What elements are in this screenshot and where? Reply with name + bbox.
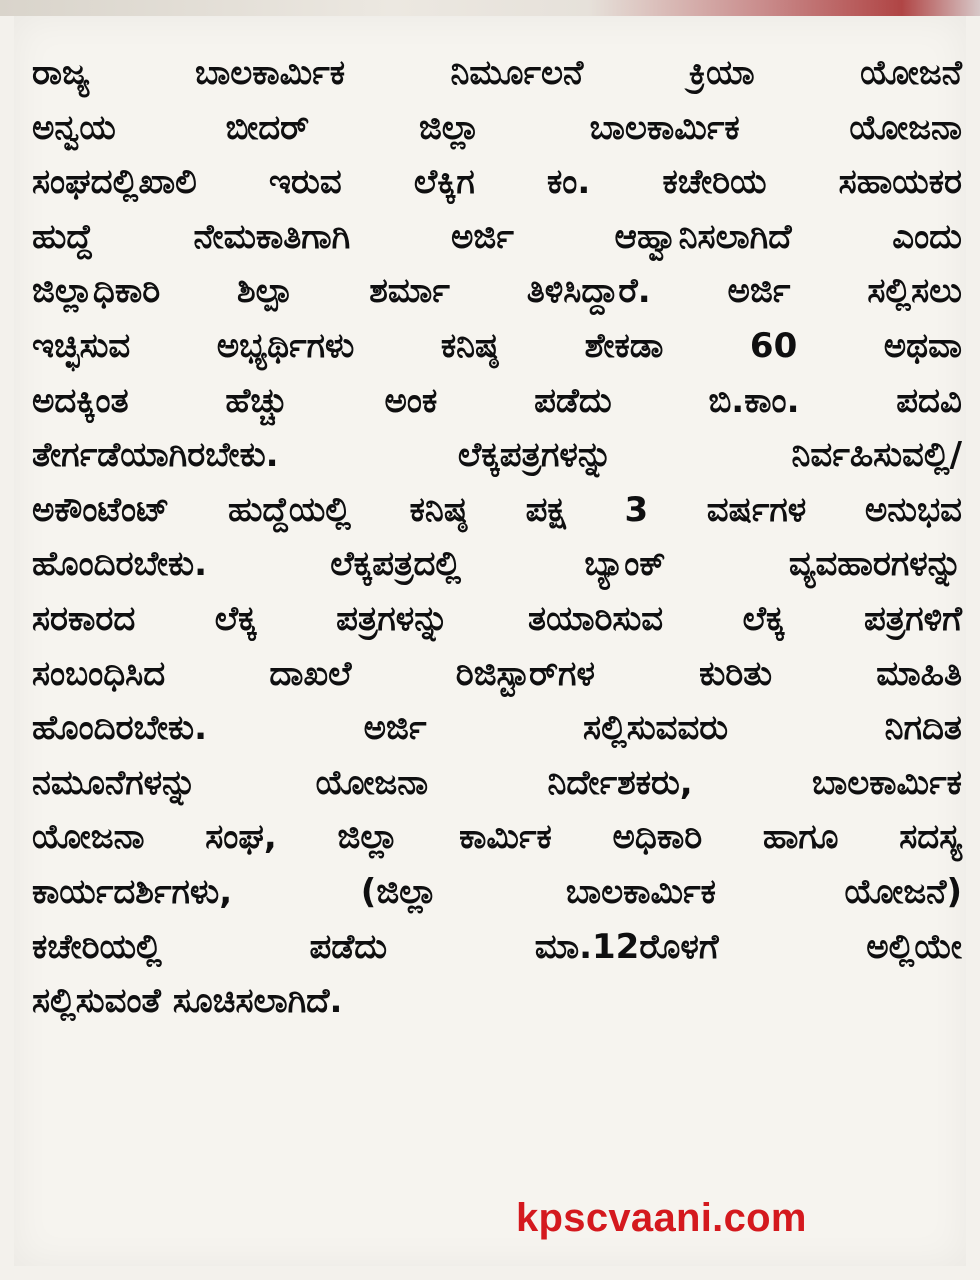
top-image-edge [0,0,980,16]
word: ಕಚೇರಿಯಲ್ಲಿ [32,926,162,967]
text-line [32,155,962,210]
word: ಪಕ್ಷ [525,489,566,530]
word: ಯೋಜನಾ [315,762,429,803]
text-line [32,647,962,702]
word: ತಯಾರಿಸುವ [528,598,664,639]
word: ಮಾಹಿತಿ [876,653,962,694]
text-line [32,101,962,156]
word: ಬ್ಯಾಂಕ್ [584,544,666,585]
word: ಹೊಂದಿರಬೇಕು. [32,708,208,749]
newspaper-clipping [14,16,966,1266]
word: 3 [624,489,649,530]
word: ತೇರ್ಗಡೆಯಾಗಿರಬೇಕು. [32,435,279,476]
word: ಬಾಲಕಾರ್ಮಿಕ [195,53,345,93]
word: ಅರ್ಜಿ [450,216,514,257]
word: ಅನುಭವ [864,489,962,530]
article-body [32,46,962,1029]
word: ಅಥವಾ [883,325,962,366]
word: ಇರುವ [268,162,342,203]
text-line [32,428,962,483]
word: ಲೆಕ್ಕ [214,598,257,639]
word: ಕನಿಷ್ಠ [440,325,499,366]
word: ಅಂಕ [384,380,438,421]
word: ಅಲ್ಲಿಯೇ [866,926,962,967]
word: ರಾಜ್ಯ [32,53,90,93]
text-line [32,920,962,975]
word: ಆಹ್ವಾನಿಸಲಾಗಿದೆ [614,216,792,257]
word: ಕ್ರಿಯಾ [688,53,755,93]
word: (ಜಿಲ್ಲಾ [360,871,438,912]
word: ಸರಕಾರದ [32,598,136,639]
word: ನಿರ್ವಹಿಸುವಲ್ಲಿ/ [791,435,962,476]
word: ಸಲ್ಲಿಸುವಂತೆ [32,981,161,1022]
word: ನಮೂನೆಗಳನ್ನು [32,762,197,803]
word: ಯೋಜನಾ [32,817,145,858]
word: ಬಾಲಕಾರ್ಮಿಕ [565,871,716,912]
text-line [32,592,962,647]
word: ಪತ್ರಗಳಿಗೆ [864,598,962,639]
word: ತಿಳಿಸಿದ್ದಾರೆ. [526,271,651,312]
word: ಕಂ. [546,162,591,203]
word: ಸಂಬಂಧಿಸಿದ [32,653,166,694]
word: ಮಾ.12ರೊಳಗೆ [534,926,719,967]
word: ಸಲ್ಲಿಸುವವರು [583,708,729,749]
word: ಯೋಜನಾ [849,107,962,148]
word: 60 [749,325,798,366]
word: ಹುದ್ದೆಯಲ್ಲಿ [228,489,351,530]
word: ಪತ್ರಗಳನ್ನು [336,598,449,639]
word: ಇಚ್ಛಿಸುವ [32,325,131,366]
word: ಕನಿಷ್ಠ [409,489,467,530]
word: ಶೇಕಡಾ [584,325,664,366]
text-line [32,537,962,592]
word: ಹಾಗೂ [762,817,839,858]
word: ದಾಖಲೆ [269,653,352,694]
word: ಬೀದರ್ [225,107,310,148]
word: ಕಚೇರಿಯ [662,162,767,203]
word: ಸದಸ್ಯ [899,817,962,858]
word: ಬಾಲಕಾರ್ಮಿಕ [811,762,962,803]
word: ಜಿಲ್ಲಾಧಿಕಾರಿ [32,271,161,312]
word: ಲೆಕ್ಕ [742,598,785,639]
text-line [32,483,962,538]
word: ರಿಜಿಸ್ಟಾರ್‌ಗಳ [455,653,595,694]
word: ಪದವಿ [896,380,962,421]
word: ಪಡೆದು [309,926,388,967]
text-line [32,810,962,865]
text-line [32,865,962,920]
word: ಜಿಲ್ಲಾ [337,817,399,858]
word: ಅಕೌಂಟೆಂಟ್ [32,489,170,530]
word: ಅಭ್ಯರ್ಥಿಗಳು [216,325,355,366]
text-line [32,374,962,429]
word: ಹೆಚ್ಚು [225,380,288,421]
text-line [32,210,962,265]
word: ಸಂಘದಲ್ಲಿಖಾಲಿ [32,162,197,203]
word: ವ್ಯವಹಾರಗಳನ್ನು [788,544,962,585]
word: ಕಾರ್ಯದರ್ಶಿಗಳು, [32,871,233,912]
text-line [32,264,962,319]
word: ಶರ್ಮಾ [369,271,450,312]
word: ಅರ್ಜಿ [727,271,791,312]
word: ಕಾರ್ಮಿಕ [459,817,552,858]
word: ಲೆಕ್ಕಪತ್ರಗಳನ್ನು [457,435,613,476]
word: ಬಾಲಕಾರ್ಮಿಕ [589,107,740,148]
word: ಅನ್ವಯ [32,107,116,148]
word: ಕುರಿತು [699,653,773,694]
word: ಸಂಘ, [205,817,277,858]
word: ಲೆಕ್ಕಪತ್ರದಲ್ಲಿ [330,544,462,585]
text-line [32,974,962,1029]
watermark: kpscvaani.com [516,1196,807,1240]
word: ಪಡೆದು [534,380,612,421]
word: ವರ್ಷಗಳ [706,489,807,530]
word: ಹುದ್ದೆ [32,216,93,257]
word: ಅರ್ಜಿ [363,708,427,749]
word: ಜಿಲ್ಲಾ [418,107,480,148]
word: ಎಂದು [892,216,962,257]
word: ಯೋಜನೆ [860,53,962,93]
word: ಅಧಿಕಾರಿ [612,817,703,858]
word: ಅದಕ್ಕಿಂತ [32,380,129,421]
text-line [32,756,962,811]
text-line [32,46,962,101]
word: ಶಿಲ್ಪಾ [237,271,293,312]
word: ಯೋಜನೆ) [844,871,962,912]
text-line [32,701,962,756]
word: ಲೆಕ್ಕಿಗ [413,162,475,203]
word: ಬಿ.ಕಾಂ. [708,380,800,421]
word: ಸಹಾಯಕರ [838,162,962,203]
text-line [32,319,962,374]
word: ನಿರ್ಮೂಲನೆ [450,53,584,93]
word: ನಿರ್ದೇಶಕರು, [547,762,693,803]
word: ಸೂಚಿಸಲಾಗಿದೆ. [172,981,343,1022]
word: ಹೊಂದಿರಬೇಕು. [32,544,208,585]
word: ನಿಗದಿತ [884,708,962,749]
word: ಸಲ್ಲಿಸಲು [867,271,962,312]
word: ನೇಮಕಾತಿಗಾಗಿ [193,216,351,257]
